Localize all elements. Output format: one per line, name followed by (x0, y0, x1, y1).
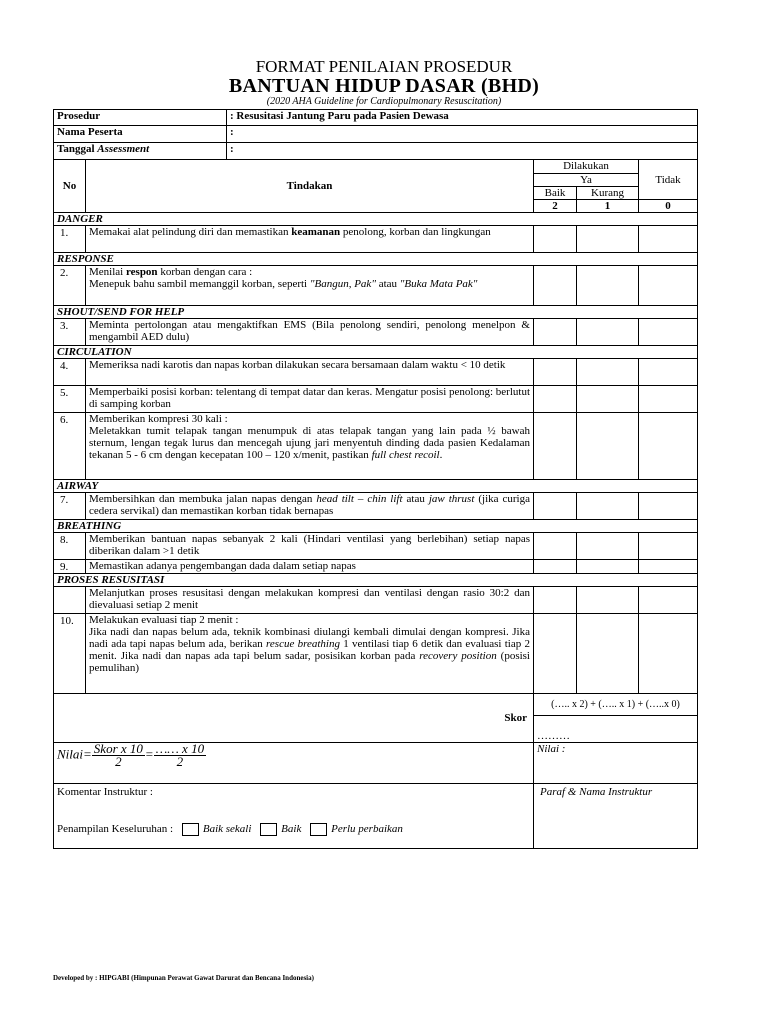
check-baik[interactable] (534, 319, 577, 346)
check-baik[interactable] (534, 266, 577, 306)
check-kurang[interactable] (577, 413, 639, 480)
komentar-row (54, 784, 698, 821)
item-number: 7. (54, 493, 86, 520)
check-baik[interactable] (534, 359, 577, 386)
guideline-note: (2020 AHA Guideline for Cardiopulmonary Resuscitation) (266, 96, 502, 107)
skor-label: Skor (54, 694, 534, 743)
col-tidak-header: Tidak (639, 160, 698, 200)
info-row-prosedur (54, 110, 698, 126)
item-number: 8. (54, 533, 86, 560)
item-description: Memeriksa nadi karotis dan napas korban dilakukan secara bersamaan dalam waktu < 10 detik (86, 359, 534, 386)
skor-row (54, 694, 698, 716)
col-kurang-header: Kurang (577, 187, 639, 200)
tanggal-value[interactable]: : (227, 143, 698, 160)
section-airway (54, 480, 698, 493)
item-number: 5. (54, 386, 86, 413)
check-kurang[interactable] (577, 266, 639, 306)
check-tidak[interactable] (639, 359, 698, 386)
check-kurang[interactable] (577, 493, 639, 520)
item-description: Memberikan bantuan napas sebanyak 2 kali (Hindari ventilasi yang berlebihan) setiap napas diberikan dalam >1 detik (86, 533, 534, 560)
nilai-formula: Nilai= $\frac{\text{Skor x 10}}{2}$ = $\frac{\dots\dots x 10}{2}$ (54, 743, 534, 784)
option-perlu-perbaikan: Perlu perbaikan (331, 822, 403, 835)
checkbox-baik-sekali[interactable] (182, 823, 199, 836)
item-row-10 (54, 614, 698, 694)
check-baik[interactable] (534, 386, 577, 413)
section-label-airway: AIRWAY (54, 480, 698, 493)
item-description: Menilai respon korban dengan cara : Menepuk bahu sambil memanggil korban, seperti "Bangun, Pak" atau "Buka Mata Pak" (86, 266, 534, 306)
item-number: 1. (54, 226, 86, 253)
col-ya-header: Ya (534, 174, 639, 187)
check-tidak[interactable] (639, 386, 698, 413)
item-row-7 (54, 493, 698, 520)
score-baik: 2 (534, 200, 577, 213)
check-tidak[interactable] (639, 587, 698, 614)
check-kurang[interactable] (577, 226, 639, 253)
score-tidak: 0 (639, 200, 698, 213)
prosedur-value: : Resusitasi Jantung Paru pada Pasien Dewasa (227, 110, 698, 126)
item-row-proses (54, 587, 698, 614)
prosedur-label: Prosedur (54, 110, 227, 126)
check-tidak[interactable] (639, 226, 698, 253)
section-response (54, 253, 698, 266)
item-number: 3. (54, 319, 86, 346)
section-label-circulation: CIRCULATION (54, 346, 698, 359)
item-row-2 (54, 266, 698, 306)
item-number: 6. (54, 413, 86, 480)
item-number: 9. (54, 560, 86, 574)
item-number (54, 587, 86, 614)
skor-value[interactable]: ……… (534, 716, 698, 743)
check-kurang[interactable] (577, 359, 639, 386)
assessment-table (53, 109, 698, 849)
section-label-shout: SHOUT/SEND FOR HELP (54, 306, 698, 319)
section-label-danger: DANGER (54, 213, 698, 226)
check-kurang[interactable] (577, 560, 639, 574)
check-kurang[interactable] (577, 587, 639, 614)
komentar-label: Komentar Instruktur : (54, 784, 534, 821)
check-kurang[interactable] (577, 533, 639, 560)
check-baik[interactable] (534, 587, 577, 614)
item-number: 2. (54, 266, 86, 306)
item-row-3 (54, 319, 698, 346)
section-breathing (54, 520, 698, 533)
check-kurang[interactable] (577, 386, 639, 413)
checkbox-perlu-perbaikan[interactable] (310, 823, 327, 836)
checkbox-baik[interactable] (260, 823, 277, 836)
score-kurang: 1 (577, 200, 639, 213)
section-proses (54, 574, 698, 587)
item-description: Memastikan adanya pengembangan dada dalam setiap napas (86, 560, 534, 574)
paraf-instruktur[interactable]: Paraf & Nama Instruktur (534, 784, 698, 849)
check-tidak[interactable] (639, 560, 698, 574)
form-title: FORMAT PENILAIAN PROSEDUR (255, 57, 513, 76)
item-number: 10. (54, 614, 86, 694)
section-danger (54, 213, 698, 226)
check-baik[interactable] (534, 493, 577, 520)
form-subtitle: BANTUAN HIDUP DASAR (BHD) (228, 75, 540, 97)
item-row-6 (54, 413, 698, 480)
check-baik[interactable] (534, 413, 577, 480)
item-number: 4. (54, 359, 86, 386)
item-description: Melakukan evaluasi tiap 2 menit : Jika nadi dan napas belum ada, teknik kombinasi diulangi kembali dimulai dengan kompresi. Jika nadi ada tapi napas belum ada, berikan rescue breathing 1 ventilasi tiap 6 detik dan evaluasi tiap 2 menit. Jika nadi dan napas ada tapi belum sadar, posisikan korban pada recovery position (posisi pemulihan) (86, 614, 534, 694)
check-baik[interactable] (534, 226, 577, 253)
col-baik-header: Baik (534, 187, 577, 200)
section-label-breathing: BREATHING (54, 520, 698, 533)
col-no-header: No (54, 160, 86, 213)
section-shout (54, 306, 698, 319)
item-row-1 (54, 226, 698, 253)
check-tidak[interactable] (639, 493, 698, 520)
penampilan-label: Penampilan Keseluruhan : (57, 822, 174, 835)
skor-formula: (….. x 2) + (….. x 1) + (…..x 0) (534, 694, 698, 716)
check-tidak[interactable] (639, 319, 698, 346)
check-tidak[interactable] (639, 614, 698, 694)
nama-label: Nama Peserta (54, 126, 227, 143)
item-description: Memberikan kompresi 30 kali : Meletakkan tumit telapak tangan menumpuk di atas telapak tangan yang lain pada ½ bawah sternum, lengan tegak lurus dan mencegah ujung jari menyentuh dinding dada pasien Kedalaman tekanan 5 - 6 cm dengan kecepatan 100 – 120 x/menit, pastikan full chest recoil. (86, 413, 534, 480)
nilai-field[interactable]: Nilai : (534, 743, 698, 784)
option-baik-sekali: Baik sekali (202, 822, 252, 835)
check-baik[interactable] (534, 533, 577, 560)
check-tidak[interactable] (639, 533, 698, 560)
footer-credit: Developed by : HIPGABI (Himpunan Perawat Gawat Darurat dan Bencana Indonesia) (53, 974, 314, 982)
section-label-response: RESPONSE (54, 253, 698, 266)
check-tidak[interactable] (639, 266, 698, 306)
check-kurang[interactable] (577, 614, 639, 694)
check-kurang[interactable] (577, 319, 639, 346)
item-description: Meminta pertolongan atau mengaktifkan EMS (Bila penolong sendiri, penolong menelpon & mengambil AED dulu) (86, 319, 534, 346)
item-description: Melanjutkan proses resusitasi dengan melakukan kompresi dan ventilasi dengan rasio 30:2 dan dievaluasi setiap 2 menit (86, 587, 534, 614)
item-description: Memperbaiki posisi korban: telentang di tempat datar dan keras. Mengatur posisi penolong: berlutut di samping korban (86, 386, 534, 413)
item-description: Membersihkan dan membuka jalan napas dengan head tilt – chin lift atau jaw thrust (jika curiga cedera servikal) dan memastikan korban tidak bernapas (86, 493, 534, 520)
item-description: Memakai alat pelindung diri dan memastikan keamanan penolong, korban dan lingkungan (86, 226, 534, 253)
col-dilakukan-header: Dilakukan (534, 160, 639, 174)
header-row-1 (54, 160, 698, 174)
item-row-5 (54, 386, 698, 413)
info-row-tanggal (54, 143, 698, 160)
check-baik[interactable] (534, 560, 577, 574)
tanggal-label: Tanggal Assessment (54, 143, 227, 160)
penampilan-field (54, 821, 534, 849)
check-tidak[interactable] (639, 413, 698, 480)
col-tindakan-header: Tindakan (86, 160, 534, 213)
section-label-proses: PROSES RESUSITASI (54, 574, 698, 587)
nilai-row (54, 743, 698, 784)
check-baik[interactable] (534, 614, 577, 694)
nama-value[interactable]: : (227, 126, 698, 143)
item-row-9 (54, 560, 698, 574)
item-row-8 (54, 533, 698, 560)
item-row-4 (54, 359, 698, 386)
section-circulation (54, 346, 698, 359)
info-row-nama (54, 126, 698, 143)
option-baik: Baik (281, 822, 302, 835)
